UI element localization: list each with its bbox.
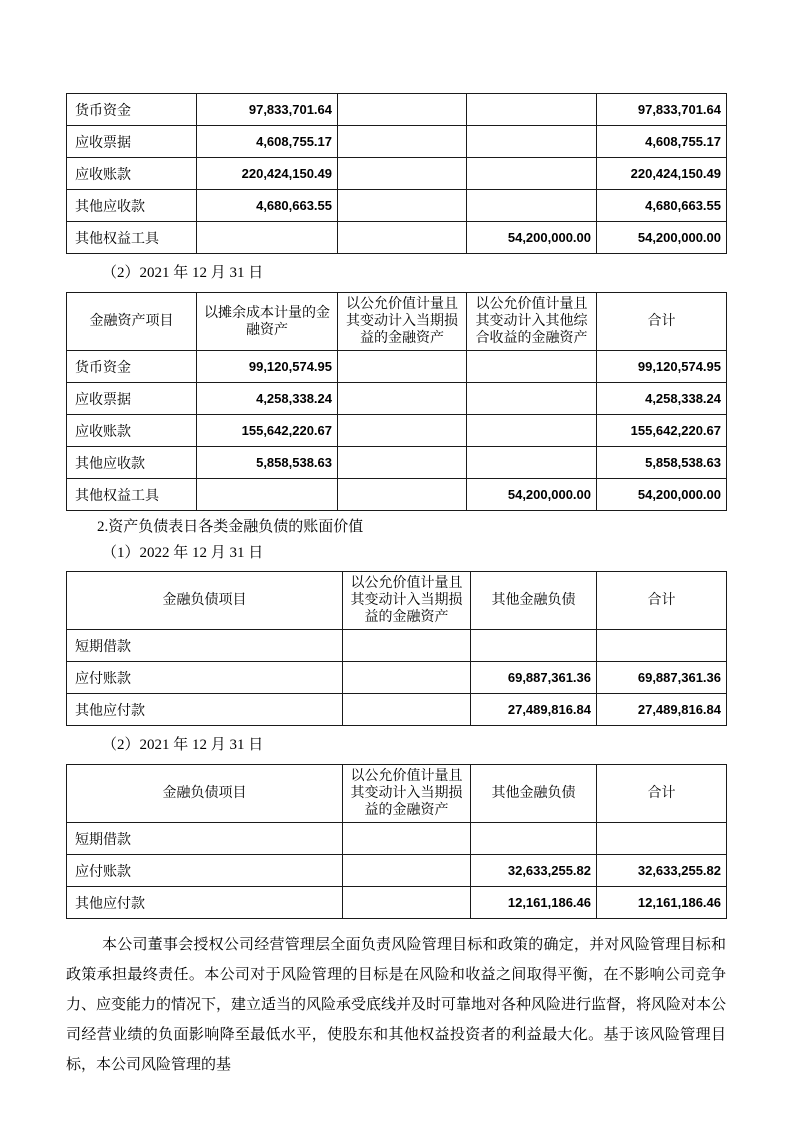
amount-cell: 4,258,338.24	[197, 383, 338, 415]
amount-cell: 54,200,000.00	[597, 479, 727, 511]
table-row	[67, 126, 727, 158]
amount-cell	[343, 823, 471, 855]
amount-cell: 155,642,220.67	[597, 415, 727, 447]
table-financial-liabilities-2021	[66, 764, 727, 919]
row-label: 其他应付款	[67, 694, 343, 726]
amount-cell: 99,120,574.95	[197, 351, 338, 383]
table-row	[67, 222, 727, 254]
column-header: 以公允价值计量且其变动计入当期损益的金融资产	[338, 293, 467, 351]
amount-cell: 27,489,816.84	[471, 694, 597, 726]
column-header: 以公允价值计量且其变动计入其他综合收益的金融资产	[467, 293, 597, 351]
amount-cell: 97,833,701.64	[197, 94, 338, 126]
amount-cell: 69,887,361.36	[471, 662, 597, 694]
heading-date-liabilities-2021: （2）2021 年 12 月 31 日	[102, 737, 264, 753]
heading-date-liabilities-2022: （1）2022 年 12 月 31 日	[102, 545, 264, 561]
row-label: 其他权益工具	[67, 479, 197, 511]
table-row	[67, 447, 727, 479]
row-label: 其他应收款	[67, 190, 197, 222]
amount-cell	[467, 351, 597, 383]
column-header: 金融负债项目	[67, 572, 343, 630]
amount-cell: 155,642,220.67	[197, 415, 338, 447]
row-label: 货币资金	[67, 94, 197, 126]
column-header: 金融资产项目	[67, 293, 197, 351]
column-header: 以公允价值计量且其变动计入当期损益的金融资产	[343, 765, 471, 823]
amount-cell	[338, 94, 467, 126]
amount-cell: 5,858,538.63	[597, 447, 727, 479]
amount-cell	[343, 887, 471, 919]
amount-cell: 12,161,186.46	[597, 887, 727, 919]
amount-cell	[467, 158, 597, 190]
row-label: 应收账款	[67, 158, 197, 190]
amount-cell	[338, 351, 467, 383]
amount-cell: 69,887,361.36	[597, 662, 727, 694]
amount-cell: 220,424,150.49	[197, 158, 338, 190]
amount-cell	[597, 630, 727, 662]
column-header: 合计	[597, 293, 727, 351]
amount-cell: 4,680,663.55	[197, 190, 338, 222]
table-row	[67, 630, 727, 662]
table-financial-assets-2022-continued	[66, 93, 727, 254]
amount-cell: 99,120,574.95	[597, 351, 727, 383]
amount-cell	[338, 447, 467, 479]
amount-cell	[338, 415, 467, 447]
row-label: 应收票据	[67, 383, 197, 415]
header-row	[67, 765, 727, 823]
column-header: 其他金融负债	[471, 572, 597, 630]
amount-cell	[343, 855, 471, 887]
amount-cell	[343, 694, 471, 726]
amount-cell	[597, 823, 727, 855]
amount-cell: 32,633,255.82	[471, 855, 597, 887]
amount-cell	[467, 415, 597, 447]
table-row	[67, 94, 727, 126]
row-label: 应收票据	[67, 126, 197, 158]
amount-cell	[338, 190, 467, 222]
table-row	[67, 383, 727, 415]
amount-cell: 220,424,150.49	[597, 158, 727, 190]
amount-cell	[338, 126, 467, 158]
table-row	[67, 662, 727, 694]
amount-cell	[197, 479, 338, 511]
column-header: 以摊余成本计量的金融资产	[197, 293, 338, 351]
amount-cell: 4,258,338.24	[597, 383, 727, 415]
table-row	[67, 190, 727, 222]
amount-cell: 54,200,000.00	[467, 222, 597, 254]
heading-date-assets-2021: （2）2021 年 12 月 31 日	[102, 265, 264, 281]
table-row	[67, 855, 727, 887]
amount-cell	[338, 222, 467, 254]
amount-cell	[343, 662, 471, 694]
amount-cell	[197, 222, 338, 254]
column-header: 金融负债项目	[67, 765, 343, 823]
amount-cell	[338, 383, 467, 415]
amount-cell	[467, 190, 597, 222]
column-header: 合计	[597, 765, 727, 823]
header-row	[67, 572, 727, 630]
amount-cell: 32,633,255.82	[597, 855, 727, 887]
amount-cell: 12,161,186.46	[471, 887, 597, 919]
amount-cell	[467, 94, 597, 126]
table-row	[67, 694, 727, 726]
amount-cell: 54,200,000.00	[467, 479, 597, 511]
row-label: 短期借款	[67, 630, 343, 662]
row-label: 货币资金	[67, 351, 197, 383]
row-label: 其他应付款	[67, 887, 343, 919]
amount-cell	[467, 126, 597, 158]
amount-cell: 54,200,000.00	[597, 222, 727, 254]
amount-cell	[467, 383, 597, 415]
column-header: 合计	[597, 572, 727, 630]
table-row	[67, 158, 727, 190]
amount-cell: 4,608,755.17	[597, 126, 727, 158]
row-label: 其他权益工具	[67, 222, 197, 254]
row-label: 应收账款	[67, 415, 197, 447]
column-header: 其他金融负债	[471, 765, 597, 823]
amount-cell	[467, 447, 597, 479]
amount-cell	[343, 630, 471, 662]
row-label: 应付账款	[67, 662, 343, 694]
amount-cell: 4,680,663.55	[597, 190, 727, 222]
table-row	[67, 351, 727, 383]
column-header: 以公允价值计量且其变动计入当期损益的金融资产	[343, 572, 471, 630]
row-label: 其他应收款	[67, 447, 197, 479]
amount-cell: 27,489,816.84	[597, 694, 727, 726]
table-row	[67, 887, 727, 919]
table-row	[67, 479, 727, 511]
amount-cell	[338, 158, 467, 190]
amount-cell: 97,833,701.64	[597, 94, 727, 126]
amount-cell	[471, 630, 597, 662]
amount-cell: 4,608,755.17	[197, 126, 338, 158]
table-row	[67, 823, 727, 855]
section-heading-liabilities: 2.资产负债表日各类金融负债的账面价值	[97, 519, 364, 535]
amount-cell	[471, 823, 597, 855]
table-row	[67, 415, 727, 447]
table-financial-liabilities-2022	[66, 571, 727, 726]
risk-management-paragraph: 本公司董事会授权公司经营管理层全面负责风险管理目标和政策的确定，并对风险管理目标和政策承担最终责任。本公司对于风险管理的目标是在风险和收益之间取得平衡，在不影响公司竞争力、应变能力的情况下，建立适当的风险承受底线并及时可靠地对各种风险进行监督，将风险对本公司经营业绩的负面影响降至最低水平，使股东和其他权益投资者的利益最大化。基于该风险管理目标，本公司风险管理的基	[66, 937, 727, 1073]
row-label: 应付账款	[67, 855, 343, 887]
row-label: 短期借款	[67, 823, 343, 855]
amount-cell	[338, 479, 467, 511]
table-financial-assets-2021	[66, 292, 727, 511]
header-row	[67, 293, 727, 351]
amount-cell: 5,858,538.63	[197, 447, 338, 479]
